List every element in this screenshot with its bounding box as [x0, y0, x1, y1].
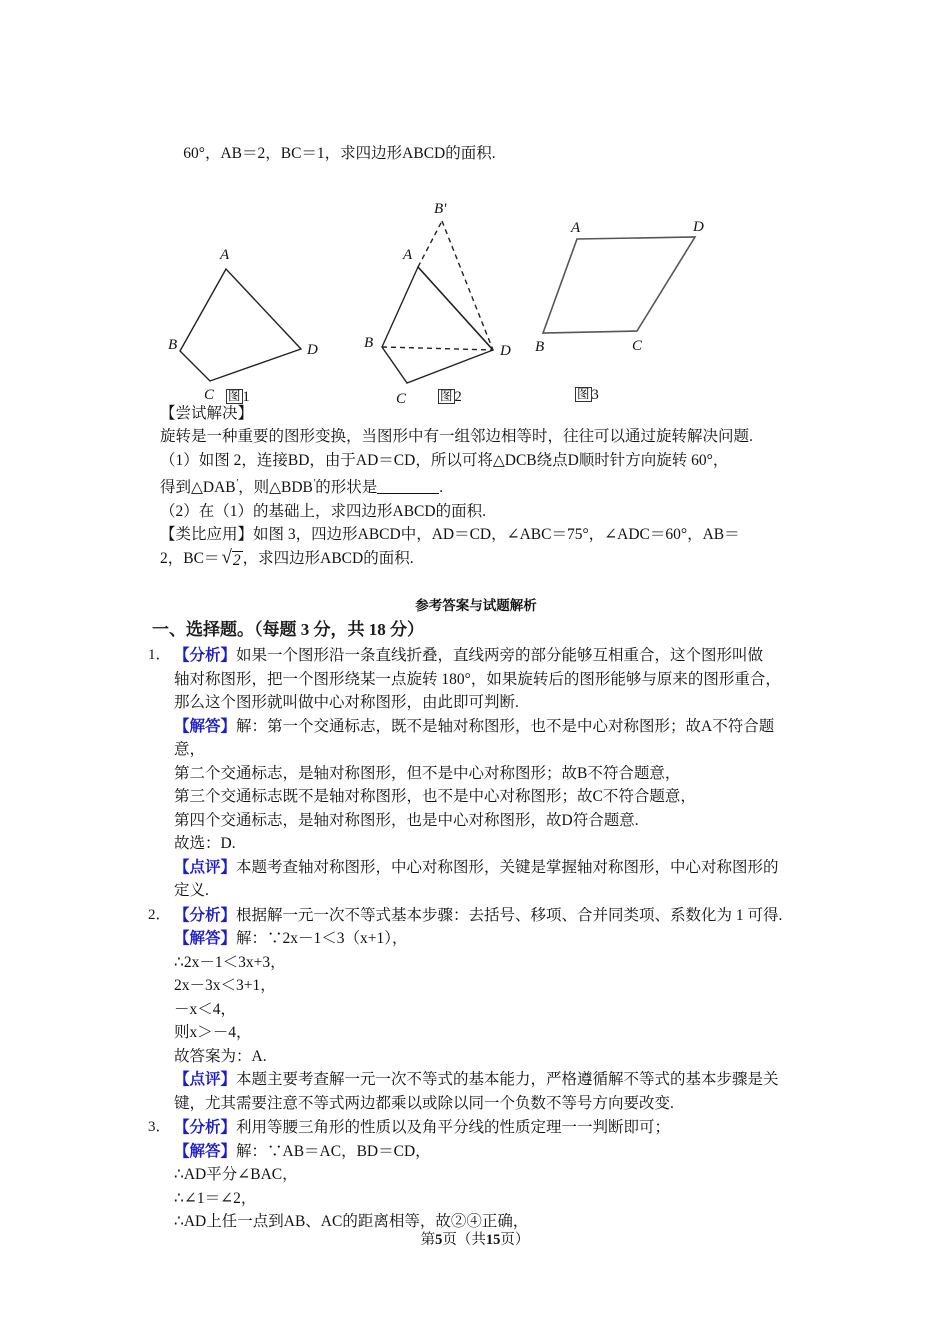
- figure-2-caption-num: 2: [454, 388, 462, 405]
- top-line-text: 60°，AB＝2，BC＝1，求四边形ABCD的面积.: [183, 144, 496, 162]
- answer-line-text: ∴AD平分∠BAC，: [174, 1166, 298, 1184]
- answer-line-text: 2x－3x＜3+1，: [174, 977, 276, 995]
- figure-2-drawing: [350, 195, 530, 407]
- label-solution: 【解答】: [174, 930, 237, 948]
- answer-line: [174, 1045, 792, 1069]
- answer-line-text: ∴AD上任一点到AB、AC的距离相等，故②④正确，: [174, 1213, 529, 1231]
- footer-page-number: 5: [435, 1232, 443, 1248]
- answer-line: [174, 951, 792, 975]
- question-item: [148, 904, 792, 1116]
- answer-line: [174, 1187, 792, 1211]
- answer-line-text: 轴对称图形，把一个图形绕某一点旋转 180°，如果旋转后的图形能够与原来的图形重合，: [174, 670, 781, 688]
- figure-1-label-C: C: [204, 386, 215, 403]
- question-number: 2．: [148, 906, 171, 923]
- figure-1-drawing: [168, 221, 338, 403]
- answer-line: [174, 668, 792, 692]
- footer-total-pages: 15: [485, 1232, 501, 1248]
- figure-2-label-D: D: [500, 342, 511, 359]
- answer-line-text: 第三个交通标志既不是轴对称图形，也不是中心对称图形；故C不符合题意，: [174, 788, 696, 806]
- answers-heading: 参考答案与试题解析: [415, 598, 537, 614]
- try-solve-item1-b-pre: 得到△DAB: [160, 479, 236, 497]
- section-title-choice: 一、选择题。（每题 3 分，共 18 分）: [152, 620, 424, 640]
- question-body: [174, 1116, 792, 1234]
- answer-line: [174, 1163, 792, 1187]
- footer-middle: 页（共: [442, 1232, 486, 1248]
- questions-list: [148, 644, 792, 1234]
- answer-line: [174, 832, 792, 856]
- analogy-heading: 【类比应用】: [160, 526, 254, 544]
- answer-line: [174, 1068, 792, 1092]
- top-continuation-line: [160, 118, 792, 189]
- figure-1-caption-box: 图: [228, 388, 241, 403]
- analogy-block: [160, 523, 792, 570]
- figure-2-caption-box: 图: [440, 388, 453, 403]
- figures-row: [160, 191, 792, 407]
- answer-line: [174, 738, 792, 762]
- answer-line: [174, 691, 792, 715]
- radical-sign: √: [221, 546, 232, 568]
- answer-line: [174, 927, 792, 951]
- answer-line-text: 故答案为：A.: [174, 1047, 267, 1065]
- answer-line: [174, 1021, 792, 1045]
- answer-line: [174, 785, 792, 809]
- answer-line-text: 第四个交通标志，是轴对称图形，也是中心对称图形，故D符合题意.: [174, 811, 639, 829]
- answer-line: [174, 762, 792, 786]
- answer-line-text: 则x＞－4，: [174, 1024, 252, 1042]
- figure-3-caption-box: 图: [577, 386, 590, 401]
- answer-line: [174, 974, 792, 998]
- analogy-line2-pre: 2，BC＝: [160, 549, 220, 567]
- answer-line: [174, 715, 792, 739]
- answer-line: [174, 809, 792, 833]
- try-solve-block: [160, 402, 792, 524]
- answer-line-text: 键，尤其需要注意不等式两边都乘以或除以同一个负数不等号方向要改变.: [174, 1094, 674, 1112]
- figure-1-label-B: B: [168, 336, 178, 353]
- analogy-line2: [160, 547, 792, 571]
- figure-1-label-D: D: [307, 341, 318, 358]
- answer-line-text: 利用等腰三角形的性质以及角平分线的性质定理一一判断即可；: [236, 1119, 671, 1137]
- answer-line: [174, 1092, 792, 1116]
- question-body: [174, 904, 792, 1116]
- try-solve-item1-b: [160, 472, 792, 500]
- answer-line: [174, 904, 792, 928]
- answer-line-text: 那么这个图形就叫做中心对称图形，由此即可判断.: [174, 694, 519, 712]
- answer-line-text: 定义.: [174, 882, 209, 900]
- answer-line: [174, 1116, 792, 1140]
- label-solution: 【解答】: [174, 717, 237, 735]
- answer-line: [174, 1140, 792, 1164]
- try-solve-item1-a: （1）如图 2，连接BD，由于AD＝CD，所以可将△DCB绕点D顺时针方向旋转 60°，: [160, 451, 729, 469]
- question-number: 1．: [148, 647, 171, 664]
- answer-line-text: 第二个交通标志，是轴对称图形，但不是中心对称图形；故B不符合题意，: [174, 764, 681, 782]
- answer-line-text: 解：第一个交通标志，既不是轴对称图形，也不是中心对称图形；故A不符合题: [236, 717, 775, 735]
- fill-in-blank[interactable]: [377, 493, 439, 494]
- figure-3: [535, 218, 715, 403]
- label-comment: 【点评】: [174, 1071, 237, 1089]
- answer-line: [174, 879, 792, 903]
- figure-2-quadrilateral: [382, 267, 493, 383]
- figure-3-parallelogram: [543, 237, 695, 333]
- try-solve-item2: （2）在（1）的基础上，求四边形ABCD的面积.: [160, 502, 486, 520]
- figure-3-label-A: A: [571, 219, 581, 236]
- answer-line-text: 解：∵AB＝AC，BD＝CD，: [236, 1142, 431, 1160]
- figure-1-quadrilateral: [180, 269, 301, 381]
- question-item: [148, 644, 792, 903]
- answer-line-text: 故选：D.: [174, 835, 236, 853]
- answer-line-text: 本题考查轴对称图形，中心对称图形，关键是掌握轴对称图形，中心对称图形的: [236, 858, 779, 876]
- try-solve-heading: 【尝试解决】: [160, 404, 254, 422]
- label-analysis: 【分析】: [174, 647, 237, 665]
- answer-line-text: 如果一个图形沿一条直线折叠，直线两旁的部分能够互相重合，这个图形叫做: [236, 647, 764, 665]
- prime-mark-1: ′: [235, 477, 239, 489]
- figure-3-label-C: C: [632, 337, 643, 354]
- question-body: [174, 644, 792, 903]
- page-footer: [0, 1228, 950, 1249]
- figure-1-caption: [226, 389, 250, 406]
- answer-line-text: 意，: [174, 741, 206, 759]
- try-solve-item1-b-mid: ，则△BDB: [238, 479, 313, 497]
- sqrt-expression: [219, 547, 242, 571]
- figure-3-drawing: [535, 219, 715, 384]
- analogy-line1: [160, 523, 792, 547]
- answer-line-text: ∴∠1＝∠2，: [174, 1189, 257, 1207]
- prime-mark-2: ′: [312, 477, 316, 489]
- figure-3-label-D: D: [693, 218, 704, 235]
- answer-line-text: 解：∵2x－1＜3（x+1），: [236, 930, 408, 948]
- label-analysis: 【分析】: [174, 1119, 237, 1137]
- figure-2-label-A: A: [403, 246, 413, 263]
- figure-2-label-B: B: [364, 334, 374, 351]
- label-solution: 【解答】: [174, 1142, 237, 1160]
- page-content: [148, 118, 792, 1234]
- answer-line-text: 根据解一元一次不等式基本步骤：去括号、移项、合并同类项、系数化为 1 可得.: [236, 906, 783, 924]
- figure-2-label-C: C: [396, 390, 407, 407]
- label-comment: 【点评】: [174, 858, 237, 876]
- answer-line: [174, 644, 792, 668]
- figure-2-caption: [438, 389, 462, 406]
- figure-2: [350, 195, 530, 407]
- figure-3-caption-num: 3: [591, 386, 599, 403]
- try-solve-item1-b-end: .: [439, 479, 444, 497]
- analogy-line1-text: 如图 3，四边形ABCD中，AD＝CD，∠ABC＝75°，∠ADC＝60°，AB＝: [253, 526, 740, 544]
- answer-line: [174, 998, 792, 1022]
- figure-2-label-Bprime: B': [434, 200, 447, 217]
- radicand: 2: [232, 551, 241, 569]
- try-solve-paragraph: 旋转是一种重要的图形变换，当图形中有一组邻边相等时，往往可以通过旋转解决问题.: [160, 428, 753, 445]
- answer-line-text: ∴2x－1＜3x+3，: [174, 953, 286, 971]
- figure-3-label-B: B: [535, 338, 545, 355]
- question-item: [148, 1116, 792, 1234]
- figure-1-label-A: A: [220, 246, 230, 263]
- answer-line-text: 本题主要考查解一元一次不等式的基本能力，严格遵循解不等式的基本步骤是关: [236, 1071, 779, 1089]
- footer-prefix: 第: [420, 1232, 436, 1248]
- analogy-line2-post: ，求四边形ABCD的面积.: [242, 549, 414, 567]
- answer-line-text: －x＜4，: [174, 1000, 237, 1018]
- figure-2-segment-BD-dashed: [382, 347, 493, 350]
- answer-line: [174, 856, 792, 880]
- footer-suffix: 页）: [500, 1232, 530, 1248]
- label-analysis: 【分析】: [174, 906, 237, 924]
- figure-2-segment-ABprime-dashed: [418, 221, 442, 267]
- figure-2-segment-BprimeD-dashed: [442, 221, 493, 350]
- figure-1-caption-num: 1: [242, 388, 250, 405]
- question-number: 3．: [148, 1119, 171, 1136]
- figure-1: [168, 221, 338, 405]
- figure-3-caption: [575, 387, 599, 404]
- figure-2-segment-AD: [418, 267, 493, 350]
- try-solve-item1-b-post: 的形状是: [315, 479, 378, 497]
